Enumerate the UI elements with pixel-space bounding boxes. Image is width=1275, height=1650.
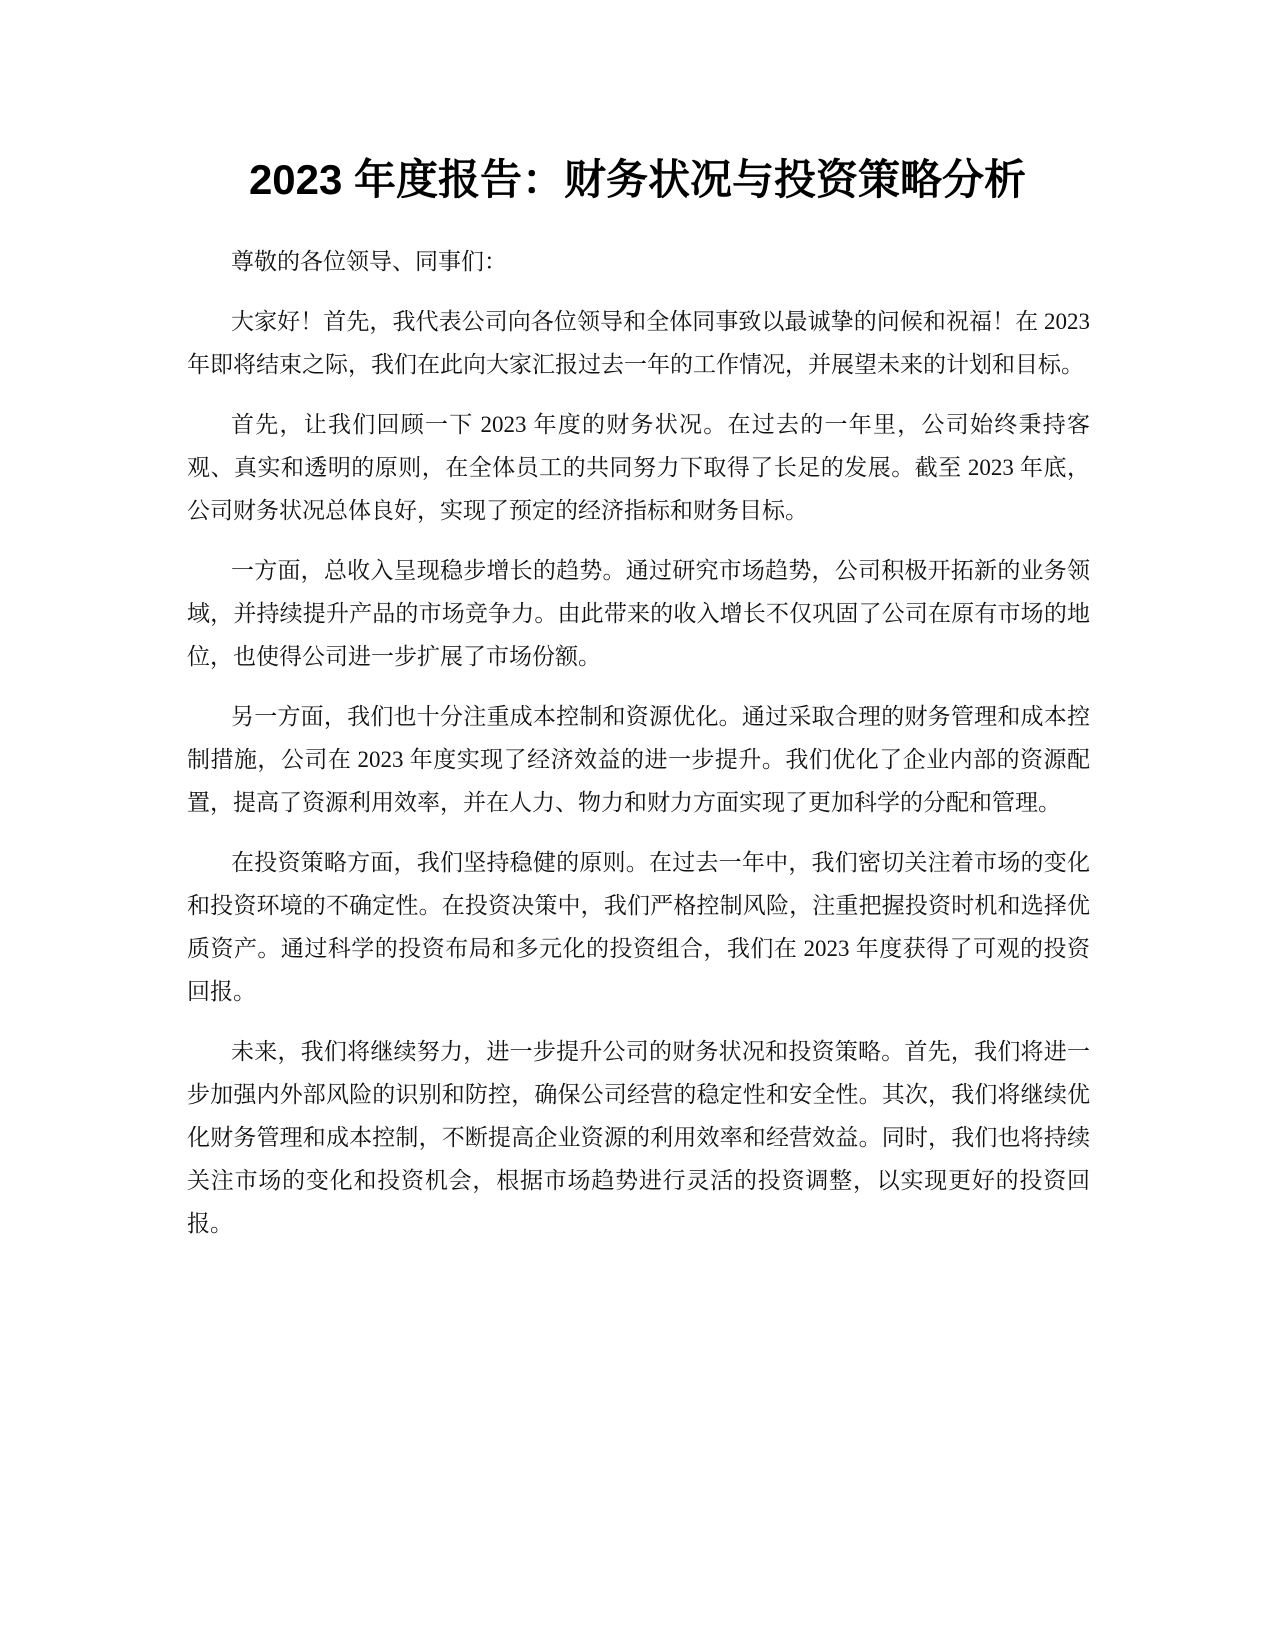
body-paragraph: 另一方面，我们也十分注重成本控制和资源优化。通过采取合理的财务管理和成本控制措施，公司在 2023 年度实现了经济效益的进一步提升。我们优化了企业内部的资源配置，提高了资源利用效率，并在人力、物力和财力方面实现了更加科学的分配和管理。 <box>187 704 1090 815</box>
greeting-paragraph: 尊敬的各位领导、同事们： <box>231 249 507 274</box>
body-paragraph: 未来，我们将继续努力，进一步提升公司的财务状况和投资策略。首先，我们将进一步加强内外部风险的识别和防控，确保公司经营的稳定性和安全性。其次，我们将继续优化财务管理和成本控制，不断提高企业资源的利用效率和经营效益。同时，我们也将持续关注市场的变化和投资机会，根据市场趋势进行灵活的投资调整，以实现更好的投资回报。 <box>187 1039 1090 1236</box>
body-paragraph: 大家好！首先，我代表公司向各位领导和全体同事致以最诚挚的问候和祝福！在 2023 年即将结束之际，我们在此向大家汇报过去一年的工作情况，并展望未来的计划和目标。 <box>187 309 1090 377</box>
document-body <box>187 240 1090 1262</box>
document-title: 2023 年度报告：财务状况与投资策略分析 <box>248 156 1027 203</box>
body-paragraph: 一方面，总收入呈现稳步增长的趋势。通过研究市场趋势，公司积极开拓新的业务领域，并持续提升产品的市场竞争力。由此带来的收入增长不仅巩固了公司在原有市场的地位，也使得公司进一步扩展了市场份额。 <box>187 558 1090 669</box>
body-paragraph: 首先，让我们回顾一下 2023 年度的财务状况。在过去的一年里，公司始终秉持客观、真实和透明的原则，在全体员工的共同努力下取得了长足的发展。截至 2023 年底，公司财务状况总体良好，实现了预定的经济指标和财务目标。 <box>187 412 1090 523</box>
body-paragraph: 在投资策略方面，我们坚持稳健的原则。在过去一年中，我们密切关注着市场的变化和投资环境的不确定性。在投资决策中，我们严格控制风险，注重把握投资时机和选择优质资产。通过科学的投资布局和多元化的投资组合，我们在 2023 年度获得了可观的投资回报。 <box>187 850 1090 1004</box>
